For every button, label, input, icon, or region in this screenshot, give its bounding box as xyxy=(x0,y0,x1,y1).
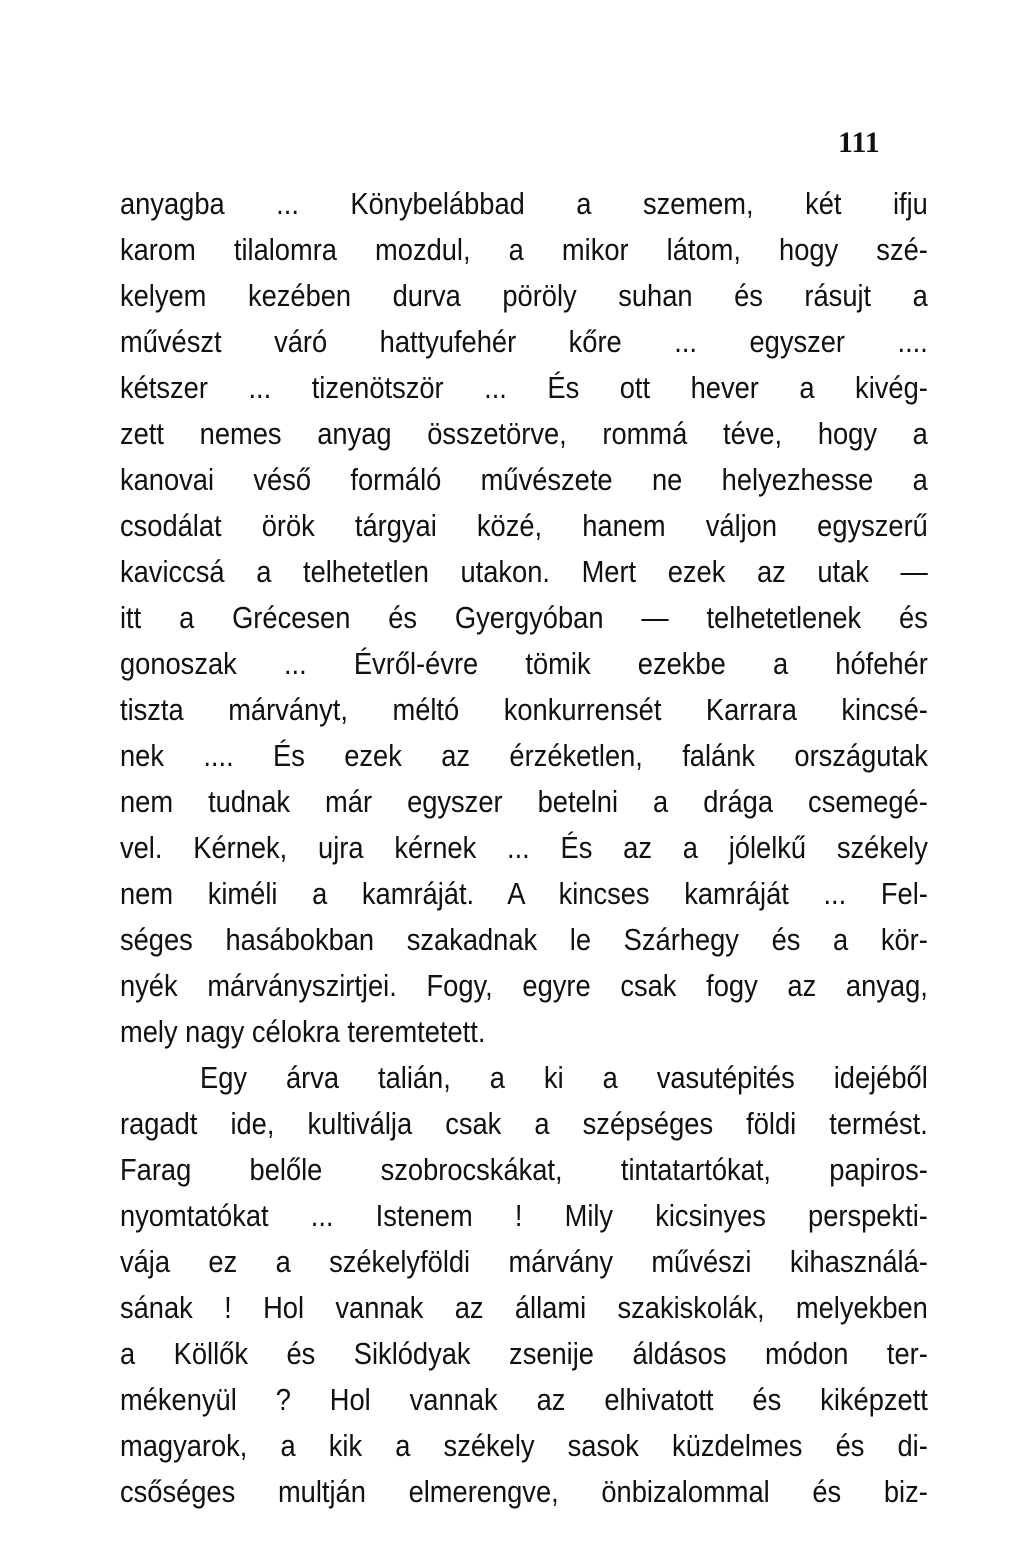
text-line: nyomtatókat ... Istenem ! Mily kicsinyes perspekti- xyxy=(120,1198,928,1233)
text-line: tiszta márványt, méltó konkurrensét Karrara kincsé- xyxy=(120,692,928,727)
text-line: séges hasábokban szakadnak le Szárhegy és a kör- xyxy=(120,922,928,957)
text-line: vel. Kérnek, ujra kérnek ... És az a jólelkű székely xyxy=(120,830,928,865)
body-text xyxy=(0,184,1024,1509)
text-line: kaviccsá a telhetetlen utakon. Mert ezek az utak — xyxy=(120,554,928,589)
text-line: mékenyül ? Hol vannak az elhivatott és kiképzett xyxy=(120,1382,928,1417)
text-line: művészt váró hattyufehér kőre ... egyszer .... xyxy=(120,324,928,359)
text-line: karom tilalomra mozdul, a mikor látom, hogy szé- xyxy=(120,232,928,267)
text-line: csodálat örök tárgyai közé, hanem váljon egyszerű xyxy=(120,508,928,543)
text-line: kelyem kezében durva pöröly suhan és rásujt a xyxy=(120,278,928,313)
text-line: anyagba ... Könybelábbad a szemem, két ifju xyxy=(120,186,928,221)
text-line: gonoszak ... Évről-évre tömik ezekbe a hófehér xyxy=(120,646,928,681)
text-line: kanovai véső formáló művészete ne helyezhesse a xyxy=(120,462,928,497)
text-line: zett nemes anyag összetörve, rommá téve, hogy a xyxy=(120,416,928,451)
text-line: Egy árva talián, a ki a vasutépités idejéből xyxy=(200,1060,928,1095)
text-line: itt a Grécesen és Gyergyóban — telhetetlenek és xyxy=(120,600,928,635)
text-line: Farag belőle szobrocskákat, tintatartókat, papiros- xyxy=(120,1152,928,1187)
text-line: ragadt ide, kultiválja csak a szépséges földi termést. xyxy=(120,1106,928,1141)
text-line: nem kiméli a kamráját. A kincses kamráját ... Fel- xyxy=(120,876,928,911)
text-line: nek .... És ezek az érzéketlen, falánk országutak xyxy=(120,738,928,773)
text-line: vája ez a székelyföldi márvány művészi kihasználá- xyxy=(120,1244,928,1279)
text-line: magyarok, a kik a székely sasok küzdelmes és di- xyxy=(120,1428,928,1463)
text-line: nyék márványszirtjei. Fogy, egyre csak fogy az anyag, xyxy=(120,968,928,1003)
text-line: sának ! Hol vannak az állami szakiskolák, melyekben xyxy=(120,1290,928,1325)
text-line: csőséges multján elmerengve, önbizalommal és biz- xyxy=(120,1474,928,1509)
text-line: a Köllők és Siklódyak zsenije áldásos módon ter- xyxy=(120,1336,928,1371)
text-line: nem tudnak már egyszer betelni a drága csemegé- xyxy=(120,784,928,819)
text-line: mely nagy célokra teremtetett. xyxy=(120,1014,486,1049)
text-line: kétszer ... tizenötször ... És ott hever a kivég- xyxy=(120,370,928,405)
page-number: 111 xyxy=(838,126,880,159)
